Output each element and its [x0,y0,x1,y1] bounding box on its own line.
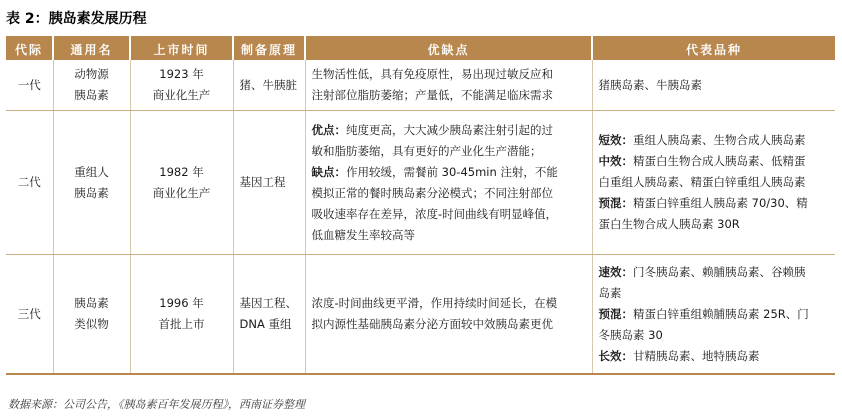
products-cell-label: 短效： [598,133,633,147]
products-cell-text: 甘精胰岛素、地特胰岛素 [633,348,760,363]
products-cell-label: 中效： [598,154,633,168]
launch-time-cell-line: 商业化生产 [152,88,211,102]
pros-cons-cell-text: 作用较缓，需餐前 30-45min 注射，不能 [346,164,558,179]
preparation-cell [233,111,305,255]
pros-cons-cell-line [312,141,586,162]
generation-cell: 一代 [6,60,53,111]
launch-time-cell-line: 1923 年 [159,67,204,81]
products-cell-text: 蛋白生物合成人胰岛素 30R [598,217,740,231]
header-pros-cons: 优缺点 [305,37,592,60]
preparation-cell [233,255,305,375]
products-cell-line [599,325,830,346]
products-cell-text: 精蛋白锌重组人胰岛素 70/30、精 [633,196,808,210]
launch-time-cell-line: 商业化生产 [152,185,211,200]
pros-cons-cell-line [312,225,586,246]
source-note: 数据来源：公司公告，《胰岛素百年发展历程》，西南证券整理 [8,398,305,411]
insulin-history-table [6,36,835,375]
preparation-cell-line: 基因工程、 [239,296,297,310]
products-cell-line [599,172,830,193]
pros-cons-cell-text: 敏和脂肪萎缩，具有更好的产业化生产潜能； [311,143,542,158]
generic-name-cell [53,255,130,375]
products-cell-text: 猪胰岛素、牛胰岛素 [598,77,702,92]
pros-cons-cell-text: 模拟正常的餐时胰岛素分泌模式；不同注射部位 [311,185,553,200]
pros-cons-cell-text: 低血糖发生率较高等 [311,227,415,242]
pros-cons-cell-text: 纯度更高，大大减少胰岛素注射引起的过 [346,122,553,137]
products-cell-text: 白重组人胰岛素、精蛋白锌重组人胰岛素 [598,175,806,189]
preparation-cell-line: 猪、牛胰脏 [239,77,297,92]
products-cell-line [599,262,830,283]
pros-cons-cell-line [312,162,586,183]
pros-cons-cell-text: 生物活性低，具有免疫原性，易出现过敏反应和 [311,67,553,81]
pros-cons-cell-line [312,204,586,225]
pros-cons-cell-label: 缺点： [311,164,346,179]
pros-cons-cell [305,111,592,255]
pros-cons-cell-line [312,120,586,141]
generation-cell: 三代 [6,255,53,375]
pros-cons-cell-text: 浓度-时间曲线更平滑，作用持续时间延长，在模 [311,296,558,310]
preparation-cell [233,60,305,111]
pros-cons-cell-line [312,183,586,204]
table-row [6,255,835,375]
pros-cons-cell-text: 吸收速率存在差异，浓度-时间曲线有明显峰值， [311,206,558,221]
preparation-cell-line: 基因工程 [239,175,286,189]
pros-cons-cell [305,255,592,375]
pros-cons-cell-text: 拟内源性基础胰岛素分泌方面较中效胰岛素更优 [311,317,553,331]
generic-name-cell-line: 胰岛素 [74,185,109,200]
generic-name-cell-line: 动物源 [74,67,109,81]
pros-cons-cell-line [312,64,586,85]
pros-cons-cell-line [312,293,586,314]
generic-name-cell [53,111,130,255]
products-cell [592,255,835,375]
products-cell-label: 预混： [598,306,633,321]
generic-name-cell [53,60,130,111]
products-cell [592,111,835,255]
products-cell [592,60,835,111]
table-row [6,111,835,255]
pros-cons-cell [305,60,592,111]
products-cell-line [599,304,830,325]
products-cell-line [599,193,830,214]
launch-time-cell-line: 1982 年 [159,164,204,179]
products-cell-line [599,75,830,96]
launch-time-cell [130,111,233,255]
launch-time-cell-line: 首批上市 [158,317,205,331]
generic-name-cell-line: 类似物 [74,317,109,331]
products-cell-text: 精蛋白锌重组赖脯胰岛素 25R、门 [633,306,809,321]
header-launch-time: 上市时间 [130,37,233,60]
launch-time-cell [130,60,233,111]
generation-cell: 二代 [6,111,53,255]
generic-name-cell-line: 胰岛素 [74,88,109,102]
pros-cons-cell-line [312,314,586,335]
products-cell-label: 长效： [598,348,633,363]
header-representative-products: 代表品种 [592,37,835,60]
products-cell-line [599,130,830,151]
pros-cons-cell-line [312,85,586,106]
generic-name-cell-line: 重组人 [74,164,109,179]
header-preparation: 制备原理 [233,37,305,60]
products-cell-text: 精蛋白生物合成人胰岛素、低精蛋 [633,154,806,168]
products-cell-text: 重组人胰岛素、生物合成人胰岛素 [633,133,806,147]
products-cell-label: 速效： [598,264,633,279]
products-cell-line [599,214,830,235]
products-cell-text: 岛素 [598,285,622,300]
products-cell-text: 门冬胰岛素、赖脯胰岛素、谷赖胰 [633,264,806,279]
products-cell-text: 冬胰岛素 30 [598,327,663,342]
products-cell-line [599,346,830,367]
table-row [6,60,835,111]
pros-cons-cell-text: 注射部位脂肪萎缩；产量低，不能满足临床需求 [311,88,553,102]
launch-time-cell-line: 1996 年 [159,296,204,310]
products-cell-line [599,151,830,172]
preparation-cell-line: DNA 重组 [239,317,292,331]
products-cell-line [599,283,830,304]
header-generic-name: 通用名 [53,37,130,60]
header-generation: 代际 [6,37,53,60]
launch-time-cell [130,255,233,375]
table-title: 表 2：胰岛素发展历程 [6,11,147,27]
table-header-row [6,37,835,60]
generic-name-cell-line: 胰岛素 [74,296,109,310]
pros-cons-cell-label: 优点： [311,122,346,137]
products-cell-label: 预混： [598,196,633,210]
